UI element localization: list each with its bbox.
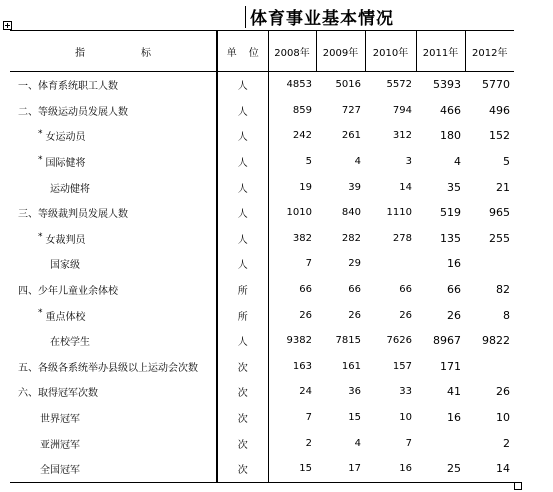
row-label-text: 全国冠军: [40, 465, 80, 477]
value-cell: 965: [489, 206, 510, 220]
value-cell: [365, 251, 416, 277]
value-cell: 82: [496, 283, 510, 297]
row-unit: 人: [217, 149, 268, 175]
header-year: 2008年: [268, 31, 316, 72]
text-cursor: [245, 6, 246, 28]
value-cell: 35: [447, 180, 461, 194]
row-label-text: 六、取得冠军次数: [18, 388, 98, 400]
value-cell: 7626: [386, 335, 412, 347]
value-cell: 157: [392, 360, 412, 372]
value-cell: 10: [496, 411, 510, 425]
row-label: [10, 72, 217, 98]
row-label: [10, 149, 217, 175]
header-year: 2012年: [465, 31, 514, 72]
value-cell: 163: [292, 360, 312, 372]
value-cell: 26: [399, 309, 412, 321]
row-label: [10, 430, 217, 456]
header-unit: 单 位: [217, 31, 268, 72]
value-cell: 4853: [286, 79, 312, 91]
row-unit: 次: [217, 354, 268, 380]
row-label: [10, 379, 217, 405]
value-cell: 8967: [433, 334, 461, 348]
value-cell: 519: [440, 206, 461, 220]
row-unit: 人: [217, 72, 268, 98]
value-cell: 1110: [386, 207, 412, 219]
value-cell: 5: [305, 156, 312, 168]
value-cell: 17: [316, 456, 365, 482]
header-year: 2011年: [416, 31, 465, 72]
value-cell: 840: [341, 207, 361, 219]
value-cell: 278: [392, 232, 412, 244]
value-cell: 4: [354, 437, 361, 449]
row-label-text: 女运动员: [45, 132, 86, 144]
value-cell: 7: [305, 258, 312, 270]
row-unit: 所: [217, 302, 268, 328]
value-cell: 26: [447, 308, 461, 322]
footnote-marker: *: [38, 154, 43, 165]
value-cell: 26: [299, 309, 312, 321]
header-year: 2010年: [365, 31, 416, 72]
table-row: [10, 277, 514, 303]
value-cell: 9822: [482, 334, 510, 348]
value-cell: 466: [440, 103, 461, 117]
row-unit: 人: [217, 200, 268, 226]
row-label-text: 四、少年儿童业余体校: [18, 286, 118, 298]
value-cell: 5016: [335, 79, 361, 91]
footnote-marker: *: [38, 308, 43, 319]
value-cell: 171: [440, 359, 461, 373]
value-cell: 19: [299, 181, 312, 193]
row-label-text: 一、体育系统职工人数: [18, 81, 118, 93]
value-cell: 21: [496, 180, 510, 194]
value-cell: 25: [416, 456, 465, 482]
value-cell: 5770: [482, 78, 510, 92]
table-row: [10, 98, 514, 124]
value-cell: 15: [348, 412, 361, 424]
value-cell: 15: [268, 456, 316, 482]
row-unit: 次: [217, 430, 268, 456]
value-cell: 727: [341, 104, 361, 116]
row-label-text: 在校学生: [50, 337, 90, 349]
page-title: 体育事业基本情况: [250, 9, 394, 29]
value-cell: 7: [305, 412, 312, 424]
row-unit: 次: [217, 405, 268, 431]
value-cell: 4: [354, 156, 361, 168]
statistics-table: [10, 30, 514, 483]
footnote-marker: *: [38, 129, 43, 140]
value-cell: 242: [292, 130, 312, 142]
row-label: [10, 200, 217, 226]
value-cell: 16: [447, 411, 461, 425]
row-label: [10, 405, 217, 431]
value-cell: 66: [348, 284, 361, 296]
value-cell: 29: [348, 258, 361, 270]
row-label: [10, 226, 217, 252]
table-row: [10, 328, 514, 354]
table-row: [10, 200, 514, 226]
row-label: [10, 456, 217, 482]
resize-handle[interactable]: [514, 482, 522, 490]
value-cell: 14: [399, 181, 412, 193]
value-cell: 14: [465, 456, 514, 482]
table-row: [10, 302, 514, 328]
value-cell: 3: [405, 156, 412, 168]
value-cell: 39: [348, 181, 361, 193]
table-row: [10, 149, 514, 175]
value-cell: 382: [292, 232, 312, 244]
value-cell: 36: [348, 386, 361, 398]
footnote-marker: *: [38, 231, 43, 242]
value-cell: 5: [503, 155, 510, 169]
row-unit: 次: [217, 379, 268, 405]
row-label-text: 世界冠军: [40, 414, 80, 426]
value-cell: [416, 430, 465, 456]
row-label-text: 亚洲冠军: [40, 439, 80, 451]
value-cell: 66: [399, 284, 412, 296]
value-cell: 16: [365, 456, 416, 482]
header-indicator: 指 标: [10, 31, 217, 72]
value-cell: 41: [447, 385, 461, 399]
value-cell: 282: [341, 232, 361, 244]
expand-table-icon[interactable]: [3, 21, 12, 30]
row-unit: 人: [217, 226, 268, 252]
row-label-text: 国家级: [50, 260, 80, 272]
value-cell: 859: [292, 104, 312, 116]
row-label-text: 二、等级运动员发展人数: [18, 106, 128, 118]
table-row: [10, 379, 514, 405]
row-label: [10, 123, 217, 149]
row-unit: 人: [217, 251, 268, 277]
value-cell: 261: [341, 130, 361, 142]
value-cell: 312: [392, 130, 412, 142]
value-cell: 255: [489, 231, 510, 245]
row-unit: 人: [217, 123, 268, 149]
table-row: [10, 405, 514, 431]
value-cell: 66: [447, 283, 461, 297]
value-cell: 5572: [386, 79, 412, 91]
value-cell: 4: [454, 155, 461, 169]
row-label-text: 运动健将: [50, 183, 90, 195]
value-cell: 2: [503, 436, 510, 450]
value-cell: 9382: [286, 335, 312, 347]
table-row: [10, 430, 514, 456]
row-unit: 所: [217, 277, 268, 303]
row-label: [10, 98, 217, 124]
value-cell: 26: [496, 385, 510, 399]
table-row: [10, 226, 514, 252]
row-label: [10, 174, 217, 200]
value-cell: 152: [489, 129, 510, 143]
row-label-text: 三、等级裁判员发展人数: [18, 209, 128, 221]
row-label-text: 重点体校: [45, 311, 86, 323]
row-label: [10, 277, 217, 303]
table-row: [10, 174, 514, 200]
value-cell: [465, 354, 514, 380]
value-cell: 1010: [286, 207, 312, 219]
value-cell: 161: [341, 360, 361, 372]
row-unit: 人: [217, 174, 268, 200]
value-cell: 2: [305, 437, 312, 449]
header-year: 2009年: [316, 31, 365, 72]
table-header-row: [10, 31, 514, 72]
value-cell: 66: [299, 284, 312, 296]
value-cell: 24: [299, 386, 312, 398]
table-row: [10, 354, 514, 380]
value-cell: 7: [405, 437, 412, 449]
row-label: [10, 328, 217, 354]
value-cell: [465, 251, 514, 277]
value-cell: 180: [440, 129, 461, 143]
row-label-text: 国际健将: [45, 158, 86, 170]
value-cell: 794: [392, 104, 412, 116]
row-label-text: 五、各级各系统举办县级以上运动会次数: [18, 362, 198, 374]
row-label: [10, 302, 217, 328]
value-cell: 26: [348, 309, 361, 321]
row-label: [10, 354, 217, 380]
row-unit: 人: [217, 98, 268, 124]
value-cell: 8: [503, 308, 510, 322]
table-row: [10, 251, 514, 277]
value-cell: 496: [489, 103, 510, 117]
row-unit: 人: [217, 328, 268, 354]
row-unit: 次: [217, 456, 268, 482]
row-label-text: 女裁判员: [45, 234, 86, 246]
value-cell: 33: [399, 386, 412, 398]
table-row: [10, 456, 514, 482]
value-cell: 16: [447, 257, 461, 271]
value-cell: 10: [399, 412, 412, 424]
table-row: [10, 123, 514, 149]
value-cell: 7815: [335, 335, 361, 347]
row-label: [10, 251, 217, 277]
table-row: [10, 72, 514, 98]
value-cell: 135: [440, 231, 461, 245]
value-cell: 5393: [433, 78, 461, 92]
